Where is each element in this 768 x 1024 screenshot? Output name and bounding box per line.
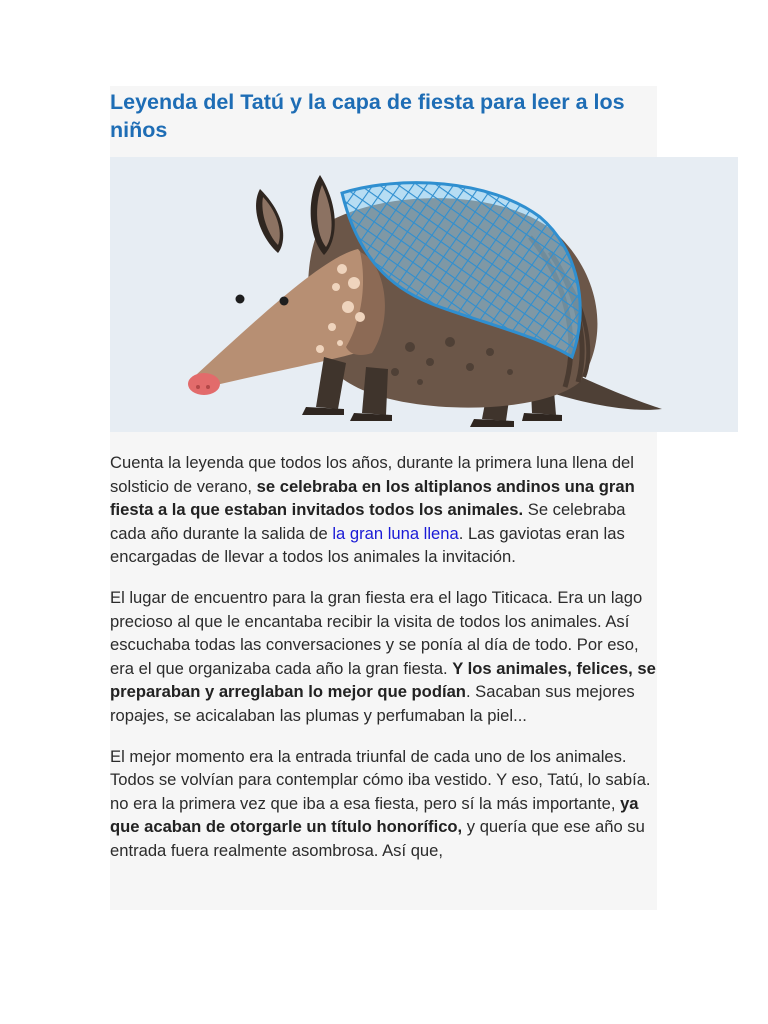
paragraph-2-text-b: . Sacaban sus mejores ropajes, se acicalaban las plumas y perfumaban la piel... [110, 682, 635, 725]
paragraph-1-bold: se celebraba en los altiplanos andinos una gran fiesta a la que estaban invitados todos los animales. [110, 476, 635, 520]
paragraph-1-text-c: . Las gaviotas eran las encargadas de llevar a todos los animales la invitación. [110, 523, 625, 567]
paragraph-1-text-b: Se celebraba cada año durante la salida de [110, 500, 626, 543]
paragraph-2-text-a: El lugar de encuentro para la gran fiesta era el lago Titicaca. Era un lago precioso al que le encantaba recibir la visita de todos los animales. Así escuchaba todas las conversaciones y se ponía al día de todo. Por eso, era el que organizaba cada año la gran fiesta. [110, 587, 643, 678]
article-hero-image [110, 157, 738, 432]
paragraph-3 [110, 745, 657, 863]
paragraph-1 [110, 451, 657, 569]
paragraph-3-text-a: El mejor momento era la entrada triunfal de cada uno de los animales. Todos se volvían para contemplar cómo iba vestido. Y eso, Tatú, lo sabía. no era la primera vez que iba a esa fiesta, pero sí la más importante, [110, 746, 651, 813]
paragraph-2-bold: Y los animales, felices, se preparaban y arreglaban lo mejor que podían [110, 658, 656, 702]
paragraph-1-text-a: Cuenta la leyenda que todos los años, durante la primera luna llena del solsticio de verano, [110, 453, 634, 496]
armadillo-illustration [110, 157, 738, 432]
paragraph-2 [110, 586, 657, 728]
paragraph-3-bold: ya que acaban de otorgarle un título honorífico, [110, 793, 639, 837]
paragraph-3-text-b: y quería que ese año su entrada fuera realmente asombrosa. Así que, [110, 817, 645, 860]
gran-luna-llena-link[interactable]: la gran luna llena [332, 523, 459, 543]
article-title: Leyenda del Tatú y la capa de fiesta para leer a los niños [110, 90, 625, 142]
article-body [110, 451, 657, 910]
